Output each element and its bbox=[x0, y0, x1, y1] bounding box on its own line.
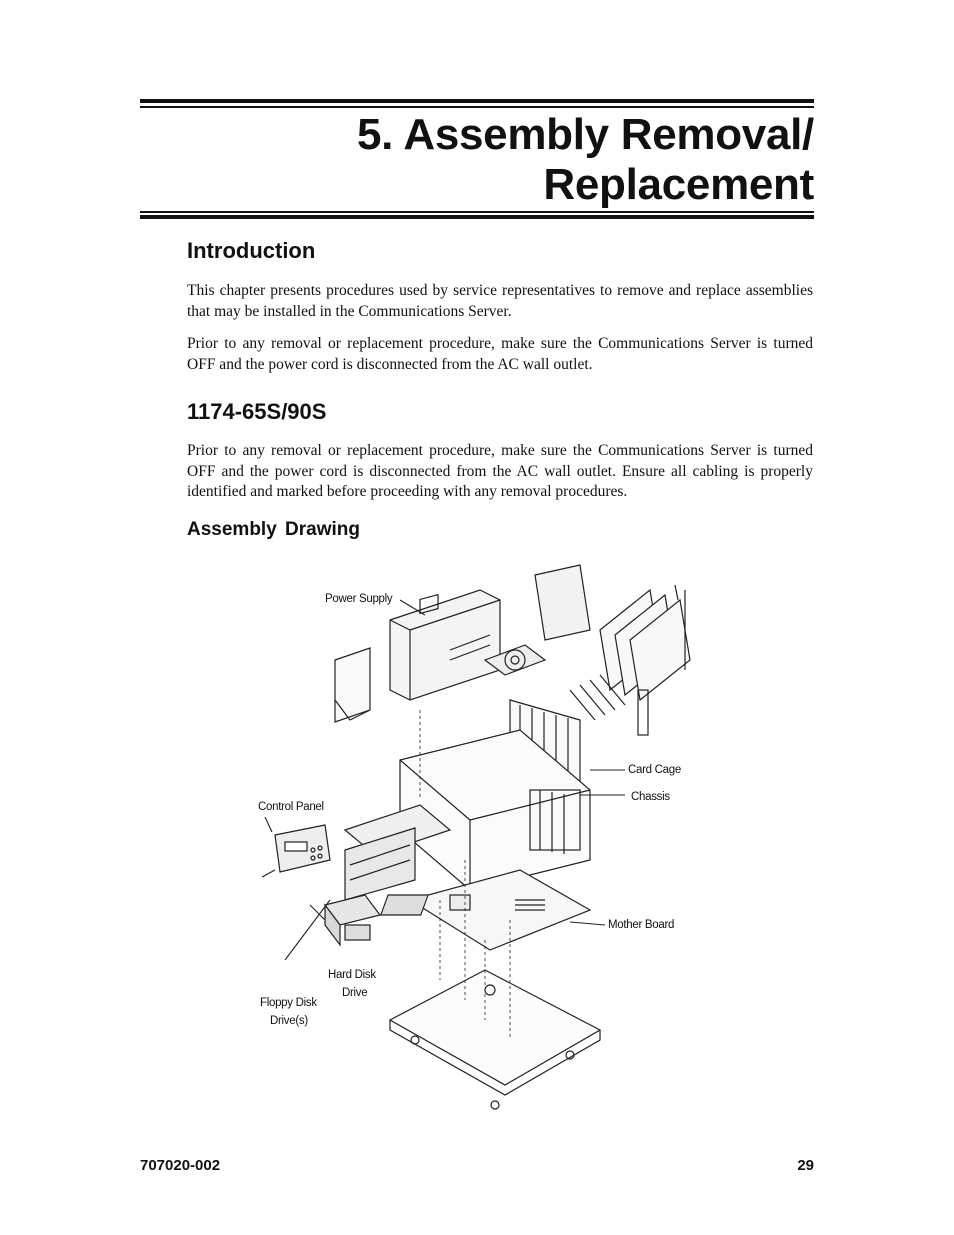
model-heading: 1174-65S/90S bbox=[187, 399, 327, 424]
label-floppy-line2: Drive(s) bbox=[270, 1015, 308, 1027]
label-power-supply: Power Supply bbox=[325, 593, 393, 605]
label-control-panel: Control Panel bbox=[258, 801, 324, 813]
side-panel-part bbox=[335, 648, 370, 722]
expansion-cards-part bbox=[535, 565, 690, 700]
header-rule-thin-bottom bbox=[140, 211, 814, 213]
header-rule-thick-top bbox=[140, 99, 814, 103]
header-rule-thick-bottom bbox=[140, 215, 814, 219]
footer-page-number: 29 bbox=[797, 1157, 814, 1174]
label-hard-disk-line1: Hard Disk bbox=[328, 969, 376, 981]
control-panel-part bbox=[262, 825, 330, 877]
chapter-title bbox=[140, 110, 814, 210]
label-chassis: Chassis bbox=[631, 791, 670, 803]
header-rule-thin-top bbox=[140, 106, 814, 108]
label-hard-disk-line2: Drive bbox=[342, 987, 368, 999]
label-mother-board: Mother Board bbox=[608, 919, 675, 931]
footer-doc-number: 707020-002 bbox=[140, 1157, 221, 1174]
introduction-paragraph-1: This chapter presents procedures used by service representatives to remove and replace assemblies that may be installed in the Communications Server. bbox=[187, 282, 813, 320]
power-supply-part bbox=[390, 590, 500, 700]
chapter-title-line-1: 5. Assembly Removal/ bbox=[356, 110, 814, 159]
label-floppy-line1: Floppy Disk bbox=[260, 997, 317, 1009]
introduction-heading: Introduction bbox=[187, 238, 316, 263]
assembly-drawing-heading: Assembly Drawing bbox=[187, 519, 360, 540]
chapter-title-line-2: Replacement bbox=[543, 160, 814, 209]
hard-disk-part bbox=[325, 895, 380, 945]
assembly-drawing bbox=[250, 560, 700, 1120]
mother-board-part bbox=[381, 870, 590, 950]
model-paragraph-1: Prior to any removal or replacement procedure, make sure the Communications Server is turned OFF and the power cord is disconnected from the AC wall outlet. Ensure all cabling is properly identified and marked before proceeding with any removal procedures. bbox=[187, 442, 813, 500]
base-tray-part bbox=[390, 970, 600, 1109]
introduction-paragraph-2: Prior to any removal or replacement procedure, make sure the Communications Server is turned OFF and the power cord is disconnected from the AC wall outlet. bbox=[187, 335, 813, 373]
label-card-cage: Card Cage bbox=[628, 764, 681, 776]
